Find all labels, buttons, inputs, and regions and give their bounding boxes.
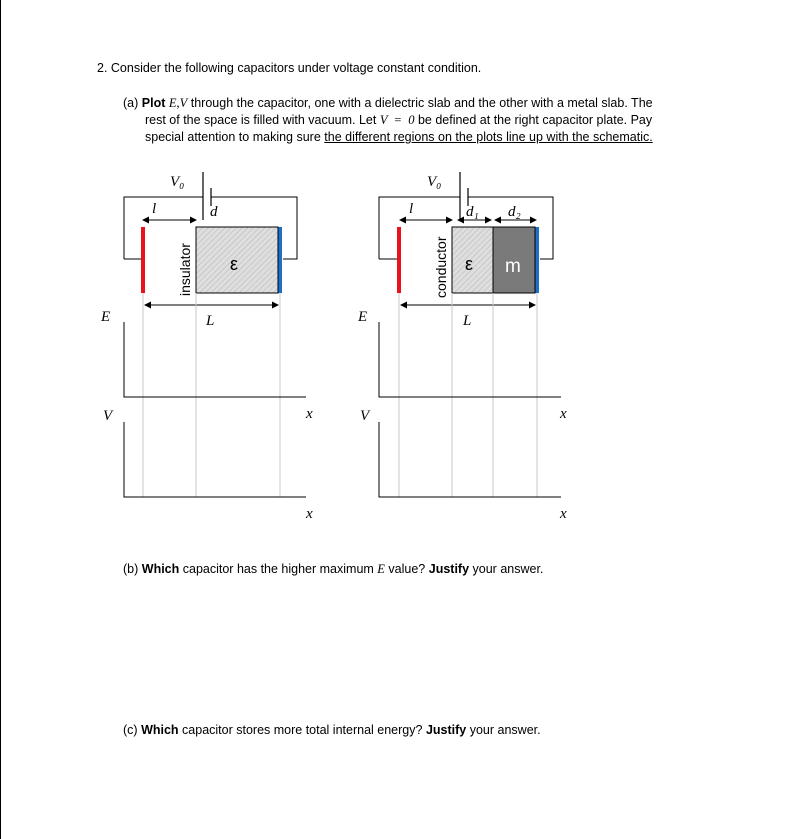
left-red-plate [141,227,145,293]
left-epsilon: ε [230,254,239,274]
right-d1-label: d₁ [466,204,479,220]
part-c-text1: capacitor stores more total internal energy? [182,723,423,737]
right-capacitor [357,172,567,522]
left-v-plot-x-label: x [306,506,313,522]
left-voltage-label: V₀ [170,174,185,190]
right-v-axis-label: V [360,408,370,424]
right-d2-label: d₂ [508,204,521,220]
right-voltage-label: V₀ [427,174,442,190]
right-blue-plate [535,227,539,293]
right-conductor-label: conductor [433,236,449,298]
right-epsilon: ε [465,254,474,274]
part-c [123,722,541,738]
left-e-plot-axes [124,322,306,397]
right-e-plot-x-label: x [560,406,567,422]
left-e-plot-x-label: x [306,406,313,422]
part-b-text1: capacitor has the higher maximum [182,562,374,576]
part-b-bold1: Which [141,562,180,576]
right-v-plot-axes [379,422,561,497]
right-length-label: L [463,313,472,329]
part-a-line1-rest: through the capacitor, one with a dielectric slab and the other with a metal slab. The [190,96,653,110]
part-a-equation: V = 0 [379,113,415,127]
left-gap-label: l [152,201,157,217]
part-a-line2-b: be defined at the right capacitor plate. Pay [417,113,653,127]
left-slab-gap-label: d [210,204,218,220]
right-red-plate [397,227,401,293]
left-e-axis-label: E [101,309,111,325]
right-gap-label: l [409,201,414,217]
part-c-bold2: Justify [425,723,467,737]
part-b-text2: value? [388,562,426,576]
part-b-bold2: Justify [428,562,470,576]
left-length-label: L [206,313,215,329]
right-e-plot-axes [379,322,561,397]
part-a-verb: Plot [141,96,166,110]
part-b-text3: your answer. [472,562,544,576]
part-b [123,561,543,577]
part-a-label: (a) [123,96,139,110]
left-blue-plate [278,227,282,293]
problem-heading: 2. Consider the following capacitors under voltage constant condition. [97,61,482,75]
part-c-text2: your answer. [469,723,541,737]
part-a-line3-a: special attention to making sure [145,130,321,144]
right-v-plot-x-label: x [560,506,567,522]
left-v-plot-axes [124,422,306,497]
part-c-label: (c) [123,723,138,737]
part-a-vars: E,V [168,96,188,110]
part-a-underlined: the different regions on the plots line up with the schematic. [324,130,653,144]
left-v-axis-label: V [103,408,113,424]
right-e-axis-label: E [358,309,368,325]
part-b-var: E [377,562,385,576]
left-insulator-label: insulator [177,243,193,296]
part-a-line2-a: rest of the space is filled with vacuum. Let [145,113,377,127]
part-c-bold1: Which [141,723,179,737]
left-capacitor [100,172,313,522]
part-b-label: (b) [123,562,139,576]
right-metal-label: m [505,256,521,277]
